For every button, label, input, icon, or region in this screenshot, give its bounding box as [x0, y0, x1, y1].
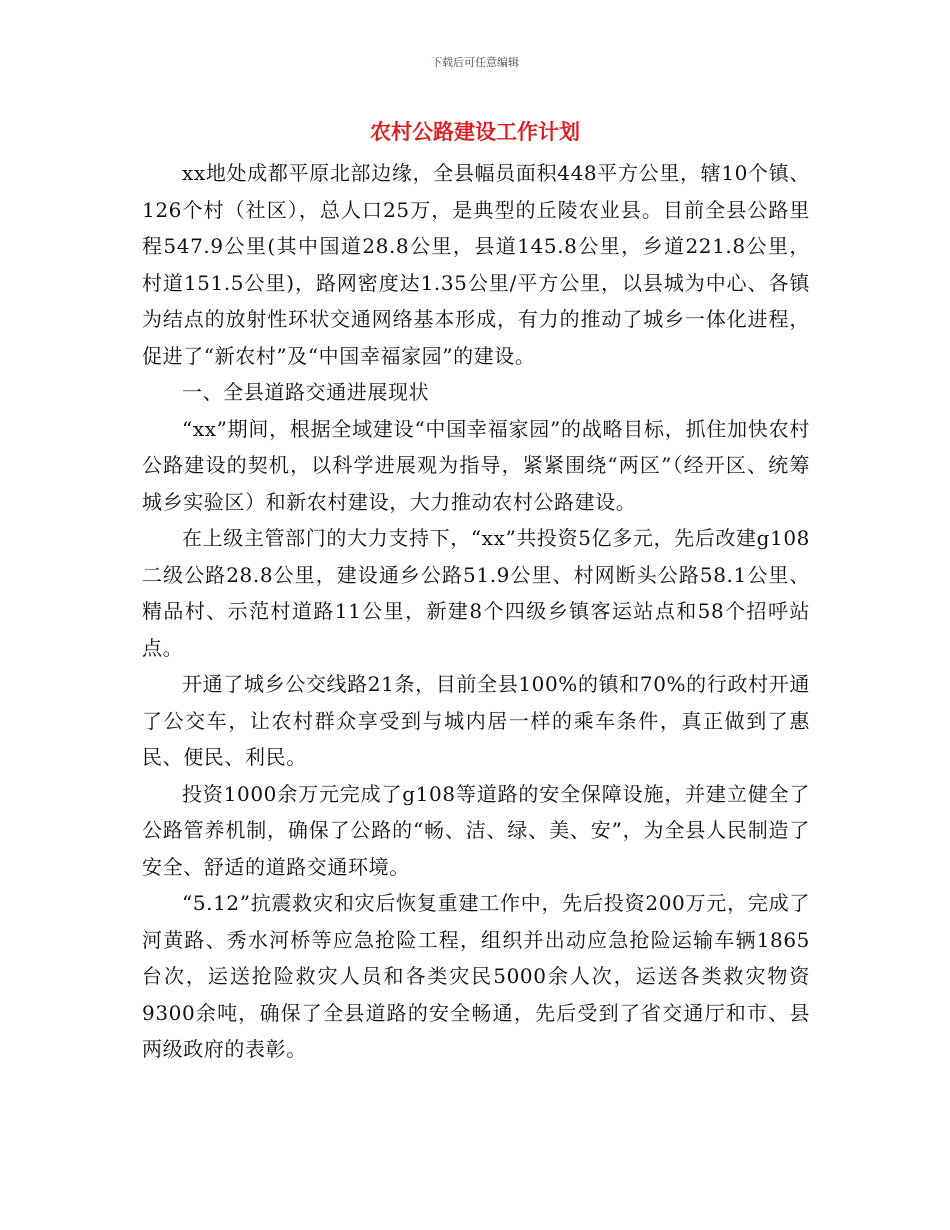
paragraph: 投资1000余万元完成了g108等道路的安全保障设施，并建立健全了公路管养机制，确保了公路的“畅、洁、绿、美、安”，为全县人民制造了安全、舒适的道路交通环境。: [142, 781, 810, 879]
paragraph-intro: xx地处成都平原北部边缘，全县幅员面积448平方公里，辖10个镇、126个村（社区），总人口25万，是典型的丘陵农业县。目前全县公路里程547.9公里(其中国道28.8公里，县道145.8公里，乡道221.8公里，村道151.5公里)，路网密度达1.35公里/平方公里，以县城为中心、各镇为结点的放射性环状交通网络基本形成，有力的推动了城乡一体化进程，促进了“新农村”及“中国幸福家园”的建设。: [142, 161, 810, 368]
document-title: 农村公路建设工作计划: [370, 119, 580, 144]
paragraph: “xx”期间，根据全域建设“中国幸福家园”的战略目标，抓住加快农村公路建设的契机，以科学进展观为指导，紧紧围绕“两区”（经开区、统筹城乡实验区）和新农村建设，大力推动农村公路建设。: [142, 416, 810, 514]
paragraph: “5.12”抗震救灾和灾后恢复重建工作中，先后投资200万元，完成了河黄路、秀水河桥等应急抢险工程，组织并出动应急抢险运输车辆1865台次，运送抢险救灾人员和各类灾民5000余人次，运送各类救灾物资9300余吨，确保了全县道路的安全畅通，先后受到了省交通厅和市、县两级政府的表彰。: [142, 891, 810, 1061]
paragraph: 开通了城乡公交线路21条，目前全县100%的镇和70%的行政村开通了公交车，让农村群众享受到与城内居一样的乘车条件，真正做到了惠民、便民、利民。: [142, 672, 810, 769]
section-heading: 一、全县道路交通进展现状: [182, 380, 430, 404]
header-note: 下载后可任意编辑: [431, 56, 519, 69]
paragraph: 在上级主管部门的大力支持下，“xx”共投资5亿多元，先后改建g108二级公路28.8公里，建设通乡公路51.9公里、村网断头公路58.1公里、精品村、示范村道路11公里，新建8个四级乡镇客运站点和58个招呼站点。: [142, 526, 810, 660]
document-body: [142, 155, 810, 1068]
